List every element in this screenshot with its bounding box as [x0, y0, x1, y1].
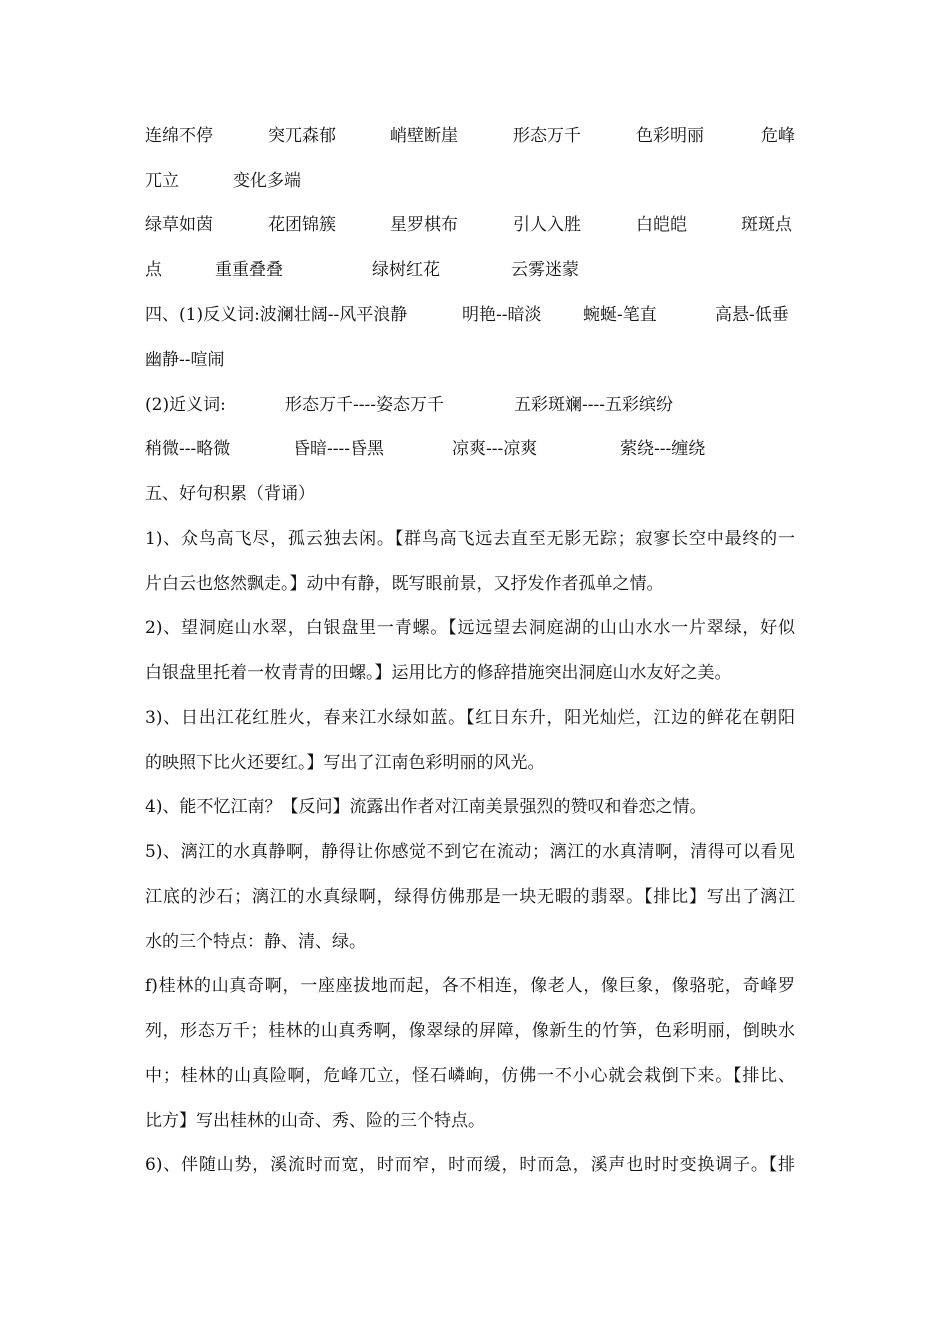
paragraph-line: 1)、众鸟高飞尽，孤云独去闲。【群鸟高飞远去直至无影无踪；寂寥长空中最终的一 — [145, 529, 795, 549]
paragraph-line: f)桂林的山真奇啊，一座座拔地而起，各不相连，像老人，像巨象，像骆驼，奇峰罗 — [145, 976, 795, 996]
antonym-pair: 高悬-低垂 — [715, 305, 789, 325]
paragraph-line: 6)、伴随山势，溪流时而宽，时而窄，时而缓，时而急，溪声也时时变换调子。【排 — [145, 1155, 795, 1175]
paragraph-line: 白银盘里托着一枚青青的田螺。】运用比方的修辞措施突出洞庭山水友好之美。 — [145, 663, 732, 683]
paragraph-line: 比方】写出桂林的山奇、秀、险的三个特点。 — [145, 1111, 485, 1131]
vocab-row-3 — [145, 211, 795, 239]
vocab-word: 云雾迷蒙 — [511, 260, 579, 280]
vocab-word: 星罗棋布 — [390, 215, 458, 235]
synonyms-label: (2)近义词: — [145, 395, 226, 415]
synonym-pair: 昏暗----昏黑 — [293, 439, 384, 459]
antonym-pair: 蜿蜒-笔直 — [583, 305, 657, 325]
synonym-pair: 形态万千----姿态万千 — [285, 395, 444, 415]
antonyms-line — [145, 301, 795, 329]
vocab-word: 兀立 — [145, 171, 179, 191]
synonym-pair: 萦绕---缠绕 — [620, 439, 706, 459]
vocab-word: 峭壁断崖 — [390, 126, 458, 146]
antonym-pair: 明艳--暗淡 — [462, 305, 542, 325]
paragraph-line: 2)、望洞庭山水翠，白银盘里一青螺。【远远望去洞庭湖的山山水水一片翠绿，好似 — [145, 618, 795, 638]
vocab-word: 连绵不停 — [145, 126, 213, 146]
synonyms-line — [145, 391, 795, 419]
vocab-word: 绿树红花 — [372, 260, 440, 280]
vocab-word: 斑斑点 — [741, 215, 792, 235]
paragraph-line: 片白云也悠然飘走。】动中有静，既写眼前景，又抒发作者孤单之情。 — [145, 574, 664, 594]
vocab-word: 引人入胜 — [513, 215, 581, 235]
vocab-word: 重重叠叠 — [215, 260, 283, 280]
vocab-word: 色彩明丽 — [636, 126, 704, 146]
vocab-word: 花团锦簇 — [268, 215, 336, 235]
vocab-word: 危峰 — [761, 126, 795, 146]
paragraph-line: 3)、日出江花红胜火，春来江水绿如蓝。【红日东升，阳光灿烂，江边的鲜花在朝阳 — [145, 708, 795, 728]
synonym-pair: 凉爽---凉爽 — [452, 439, 538, 459]
paragraph-line: 中；桂林的山真险啊，危峰兀立，怪石嶙峋，仿佛一不小心就会栽倒下来。【排比、 — [145, 1066, 795, 1086]
vocab-row-2 — [145, 167, 795, 195]
synonym-pair: 五彩斑斓----五彩缤纷 — [514, 395, 673, 415]
vocab-word: 点 — [145, 260, 162, 280]
paragraph-line: 江底的沙石；漓江的水真绿啊，绿得仿佛那是一块无暇的翡翠。【排比】写出了漓江 — [145, 887, 795, 907]
vocab-word: 形态万千 — [513, 126, 581, 146]
paragraph-line: 水的三个特点：静、清、绿。 — [145, 932, 366, 952]
vocab-word: 白皑皑 — [636, 215, 687, 235]
antonym-pair: 四、(1)反义词:波澜壮阔--风平浪静 — [145, 305, 408, 325]
paragraph-line: 5)、漓江的水真静啊，静得让你感觉不到它在流动；漓江的水真清啊，清得可以看见 — [145, 842, 795, 862]
vocab-row-4 — [145, 256, 795, 284]
vocab-word: 绿草如茵 — [145, 215, 213, 235]
paragraph-line: 的映照下比火还要红。】写出了江南色彩明丽的风光。 — [145, 753, 545, 773]
vocab-row-1 — [145, 122, 795, 150]
synonyms-line-2 — [145, 435, 795, 463]
paragraph-line: 列，形态万千；桂林的山真秀啊，像翠绿的屏障，像新生的竹笋，色彩明丽，倒映水 — [145, 1021, 795, 1041]
vocab-word: 突兀森郁 — [268, 126, 336, 146]
antonym-pair: 幽静--喧闹 — [145, 350, 225, 370]
antonyms-line-2 — [145, 346, 795, 374]
vocab-word: 变化多端 — [233, 171, 301, 191]
synonym-pair: 稍微---略微 — [145, 439, 231, 459]
section-heading: 五、好句积累（背诵） — [145, 484, 315, 504]
paragraph-line: 4)、能不忆江南？【反问】流露出作者对江南美景强烈的赞叹和眷恋之情。 — [145, 797, 707, 817]
